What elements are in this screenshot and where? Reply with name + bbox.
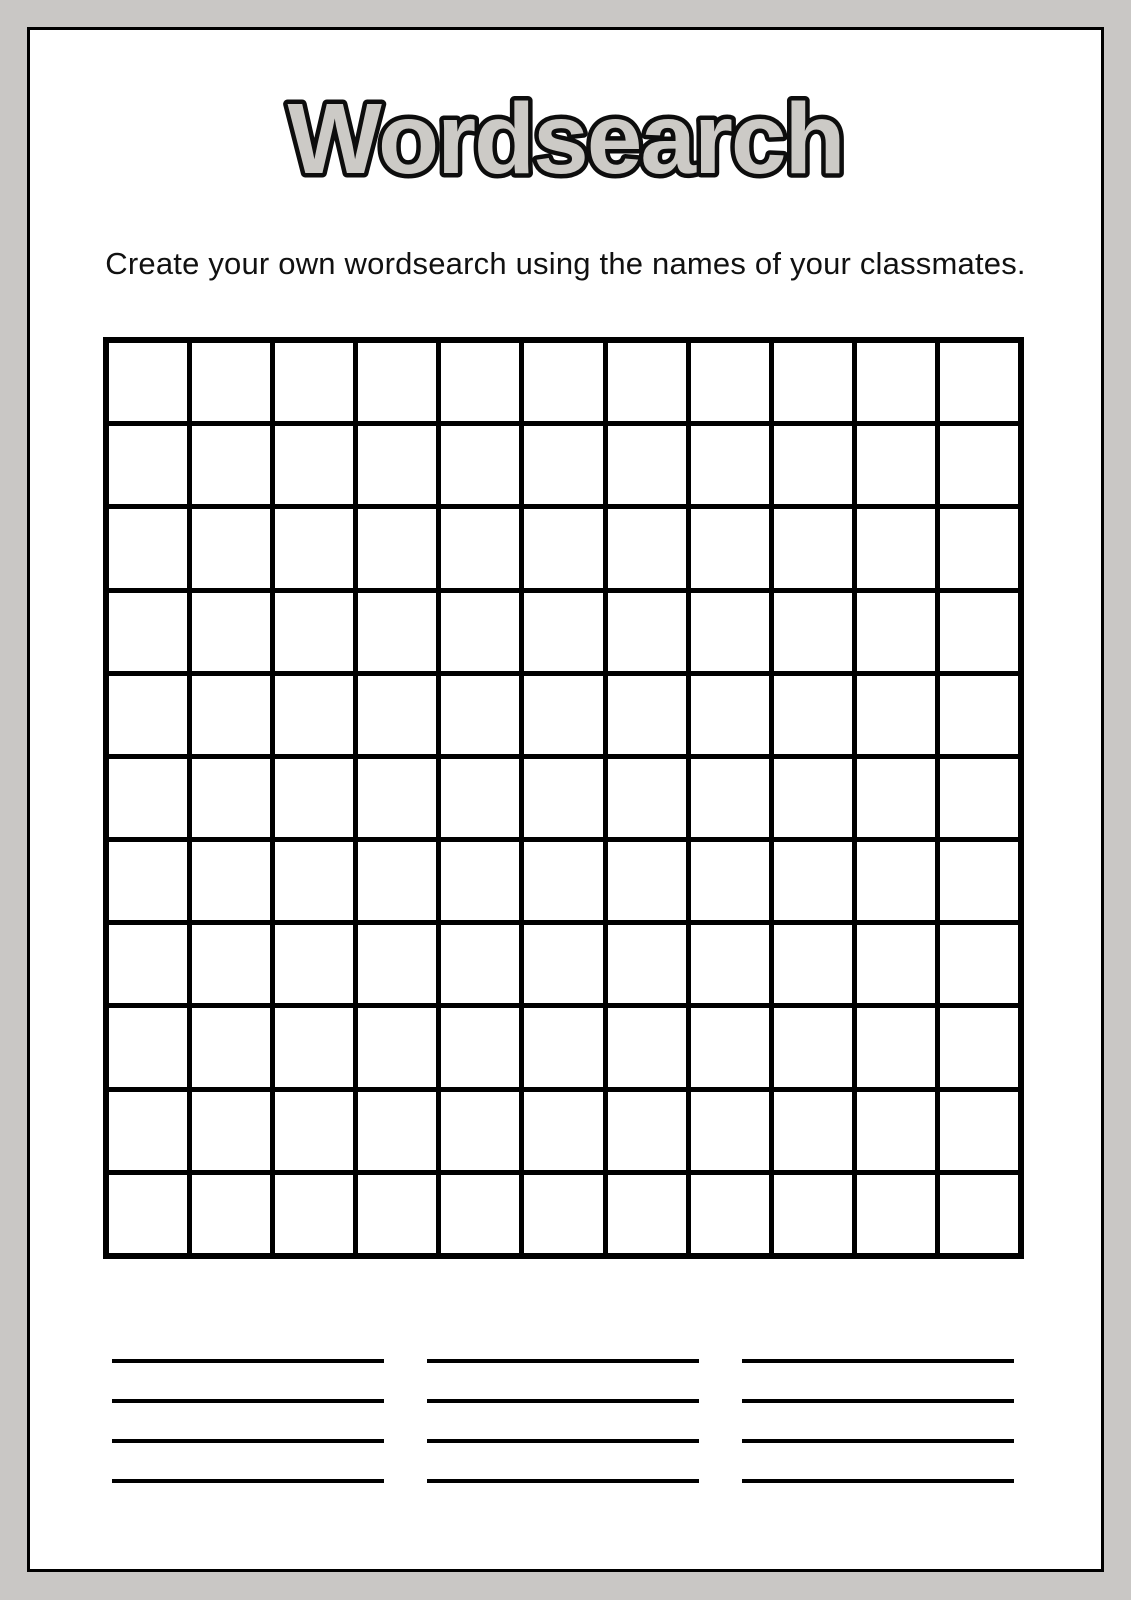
answer-line <box>427 1359 699 1363</box>
grid-cell <box>441 759 519 837</box>
grid-cell <box>275 593 353 671</box>
grid-cell <box>109 925 187 1003</box>
answer-line <box>742 1439 1014 1443</box>
grid-cell <box>441 509 519 587</box>
grid-cell <box>857 842 935 920</box>
grid-cell <box>109 676 187 754</box>
answer-line <box>112 1479 384 1483</box>
grid-cell <box>192 676 270 754</box>
grid-cell <box>940 842 1018 920</box>
grid-cell <box>192 426 270 504</box>
grid-cell <box>109 593 187 671</box>
grid-cell <box>774 925 852 1003</box>
answer-line <box>742 1359 1014 1363</box>
answer-lines-column <box>742 1359 1014 1483</box>
grid-cell <box>940 676 1018 754</box>
grid-cell <box>691 343 769 421</box>
grid-cell <box>275 842 353 920</box>
grid-cell <box>192 509 270 587</box>
grid-cell <box>940 593 1018 671</box>
grid-cell <box>275 676 353 754</box>
grid-cell <box>774 1175 852 1253</box>
grid-cell <box>441 593 519 671</box>
grid-cell <box>774 426 852 504</box>
grid-cell <box>358 1175 436 1253</box>
answer-line <box>427 1399 699 1403</box>
grid-cell <box>774 759 852 837</box>
grid-cell <box>441 426 519 504</box>
grid-cell <box>109 1008 187 1086</box>
grid-cell <box>691 593 769 671</box>
grid-cell <box>857 426 935 504</box>
grid-cell <box>608 593 686 671</box>
grid-cell <box>109 426 187 504</box>
grid-cell <box>524 842 602 920</box>
grid-cell <box>940 1008 1018 1086</box>
grid-cell <box>275 343 353 421</box>
grid-cell <box>608 426 686 504</box>
grid-cell <box>608 676 686 754</box>
grid-cell <box>358 842 436 920</box>
grid-cell <box>774 509 852 587</box>
grid-cell <box>109 1175 187 1253</box>
grid-cell <box>691 509 769 587</box>
answer-line <box>112 1359 384 1363</box>
grid-cell <box>524 1092 602 1170</box>
grid-cell <box>358 343 436 421</box>
answer-line <box>112 1439 384 1443</box>
grid-cell <box>192 759 270 837</box>
grid-cell <box>940 1092 1018 1170</box>
grid-cell <box>524 343 602 421</box>
grid-cell <box>691 925 769 1003</box>
grid-cell <box>857 676 935 754</box>
grid-cell <box>275 759 353 837</box>
grid-cell <box>441 925 519 1003</box>
grid-cell <box>691 426 769 504</box>
grid-cell <box>774 676 852 754</box>
grid-cell <box>109 343 187 421</box>
answer-line <box>112 1399 384 1403</box>
grid-cell <box>774 1008 852 1086</box>
grid-cell <box>358 593 436 671</box>
grid-cell <box>109 509 187 587</box>
grid-cell <box>192 1175 270 1253</box>
grid-cell <box>940 426 1018 504</box>
grid-cell <box>358 1008 436 1086</box>
grid-cell <box>940 759 1018 837</box>
grid-cell <box>192 593 270 671</box>
answer-line <box>742 1479 1014 1483</box>
grid-cell <box>524 759 602 837</box>
grid-cell <box>109 842 187 920</box>
grid-cell <box>109 759 187 837</box>
grid-cell <box>857 593 935 671</box>
grid-cell <box>691 1175 769 1253</box>
page-title-banner <box>30 30 1101 240</box>
grid-cell <box>275 1008 353 1086</box>
grid-cell <box>441 1175 519 1253</box>
grid-cell <box>275 925 353 1003</box>
grid-cell <box>524 509 602 587</box>
grid-cell <box>608 1092 686 1170</box>
grid-cell <box>358 509 436 587</box>
grid-cell <box>192 925 270 1003</box>
grid-cell <box>608 509 686 587</box>
grid-cell <box>608 759 686 837</box>
grid-cell <box>441 676 519 754</box>
grid-cell <box>109 1092 187 1170</box>
grid-cell <box>275 426 353 504</box>
grid-cell <box>608 842 686 920</box>
answer-line <box>742 1399 1014 1403</box>
grid-cell <box>857 925 935 1003</box>
answer-lines <box>112 1359 1014 1483</box>
grid-cell <box>441 842 519 920</box>
grid-cell <box>358 1092 436 1170</box>
grid-cell <box>192 1008 270 1086</box>
grid-cell <box>608 925 686 1003</box>
grid-cell <box>857 759 935 837</box>
grid-cell <box>857 1008 935 1086</box>
grid-cell <box>691 1008 769 1086</box>
grid-cell <box>358 759 436 837</box>
grid-cell <box>691 842 769 920</box>
page-title: Wordsearch <box>287 83 844 195</box>
grid-cell <box>691 1092 769 1170</box>
grid-cell <box>192 1092 270 1170</box>
grid-cell <box>358 925 436 1003</box>
grid-cell <box>608 343 686 421</box>
grid-cell <box>691 759 769 837</box>
grid-cell <box>358 676 436 754</box>
grid-cell <box>192 842 270 920</box>
grid-cell <box>441 343 519 421</box>
grid-cell <box>524 593 602 671</box>
grid-cell <box>940 1175 1018 1253</box>
grid-cell <box>608 1008 686 1086</box>
grid-cell <box>857 343 935 421</box>
grid-cell <box>691 676 769 754</box>
grid-cell <box>774 343 852 421</box>
answer-lines-column <box>427 1359 699 1483</box>
answer-lines-column <box>112 1359 384 1483</box>
grid-cell <box>857 1092 935 1170</box>
grid-cell <box>441 1008 519 1086</box>
grid-cell <box>441 1092 519 1170</box>
answer-line <box>427 1479 699 1483</box>
grid-cell <box>857 509 935 587</box>
grid-cell <box>524 426 602 504</box>
grid-cell <box>774 842 852 920</box>
worksheet-page <box>27 27 1104 1572</box>
grid-cell <box>192 343 270 421</box>
grid-cell <box>275 1092 353 1170</box>
grid-cell <box>608 1175 686 1253</box>
grid-cell <box>940 343 1018 421</box>
grid-cell <box>358 426 436 504</box>
grid-cell <box>940 509 1018 587</box>
grid-cell <box>940 925 1018 1003</box>
grid-cell <box>524 1175 602 1253</box>
answer-line <box>427 1439 699 1443</box>
grid-cell <box>774 593 852 671</box>
grid-cell <box>524 676 602 754</box>
grid-cell <box>524 1008 602 1086</box>
instruction-text: Create your own wordsearch using the names of your classmates. <box>105 246 1026 281</box>
grid-cell <box>275 509 353 587</box>
grid-cell <box>774 1092 852 1170</box>
grid-cell <box>524 925 602 1003</box>
grid-cell <box>857 1175 935 1253</box>
grid-cell <box>275 1175 353 1253</box>
wordsearch-grid <box>103 337 1024 1259</box>
